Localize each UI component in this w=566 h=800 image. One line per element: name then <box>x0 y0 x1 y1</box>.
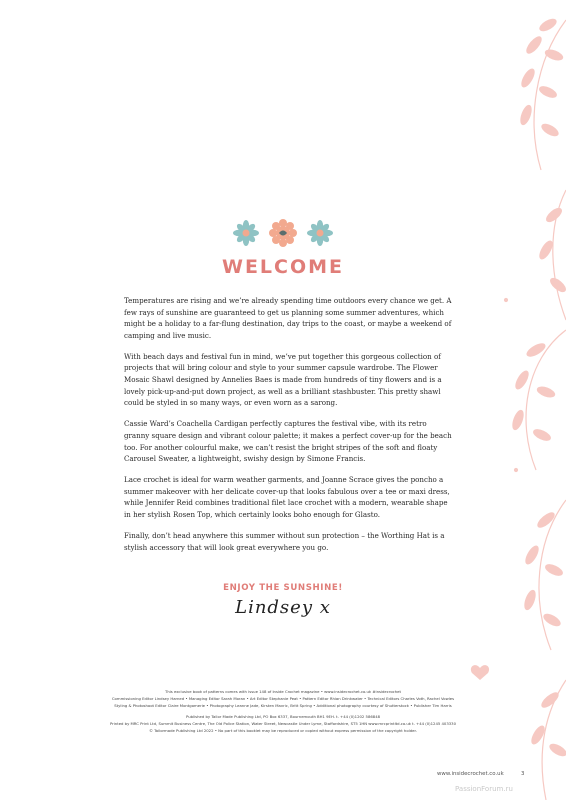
paragraph: With beach days and festival fun in mind, we’ve put together this gorgeous collection of projects that will bring colour and style to your summer capsule wardrobe. The Flower Mosaic Shawl designed by Annelies Baes is made from hundreds of tiny flowers and is a lovely pick-up-and-put down project, as well as a brilliant stashbuster. This pretty shawl could be styled in so many ways, or even worn as a sarong. <box>124 351 442 408</box>
paragraph: Lace crochet is ideal for warm weather garments, and Joanne Scrace gives the poncho a summer makeover with her delicate cover-up that looks fabulous over a tee or maxi dress, while Jennifer Reid combines traditional filet lace crochet with a modern, wearable shape in her stylish Rosen Top, which certainly looks boho enough for Glasto. <box>124 475 450 519</box>
credits-line: Styling & Photoshoot Editor Claire Montgomerie • Photography Leanne Jade, Kirsten Mavric, Britt Spring • Additional photography courtesy of Shutterstock • Publisher Tim Harris <box>114 703 452 709</box>
credits-line: This exclusive book of patterns comes with issue 148 of Inside Crochet magazine • www.insidecrochet.co.uk #insidecrochet <box>165 689 401 694</box>
flower-icon <box>307 220 333 246</box>
flower-icon <box>269 219 297 247</box>
welcome-letter <box>124 295 454 563</box>
paragraph: Finally, don’t head anywhere this summer without sun protection – the Worthing Hat is a stylish accessory that will look great everywhere you go. <box>124 531 445 552</box>
paragraph: Temperatures are rising and we’re already spending time outdoors every chance we get. A few rays of sunshine are guaranteed to get us planning some summer adventures, which might be a holiday to a far-flung destination, day trips to the coast, or maybe a weekend of camping and live music. <box>124 296 452 340</box>
editor-signature: Lindsey x <box>235 597 331 618</box>
credits-line: © Tailormade Publishing Ltd 2022 • No part of this booklet may be reproduced or copied without express permission of the copyright holder. <box>149 728 417 734</box>
page-number: 3 <box>521 771 525 777</box>
leaf-branch-decoration <box>466 0 566 800</box>
watermark: PassionForum.ru <box>455 785 513 793</box>
credits-line: Printed by MRC Print Ltd, Summit Business Centre, The Old Police Station, Water Street, Newcastle Under Lyme, Staffordshire, ST5 1HN www.mrcprintltd.co.uk t. +44 (0)1245 403330 <box>109 720 457 726</box>
flower-icon <box>233 220 259 246</box>
credits-line: Commissioning Editor Lindsey Harned • Managing Editor Sarah Moran • Art Editor Stephanie Peat • Pattern Editor Rhian Drinkwater • Technical Editors Charles Voth, Rachel Vowles <box>111 696 455 702</box>
flowers-ornament <box>231 218 335 248</box>
signoff: ENJOY THE SUNSHINE! <box>223 583 343 593</box>
credits-block <box>40 688 526 734</box>
footer-url[interactable]: www.insidecrochet.co.uk <box>437 771 504 777</box>
paragraph: Cassie Ward’s Coachella Cardigan perfectly captures the festival vibe, with its retro granny square design and vibrant colour palette; it makes a perfect cover-up for the beach too. For another colourful make, we can’t resist the bright stripes of the soft and floaty Carousel Sweater, a lightweight, swishy design by Simone Francis. <box>124 419 452 464</box>
page-title: WELCOME <box>221 256 345 278</box>
credits-line: Published by Tailor Made Publishing Ltd, PO Box 6337, Bournemouth BH1 9EH. t. +44 (0)1202 586848 <box>185 713 381 719</box>
